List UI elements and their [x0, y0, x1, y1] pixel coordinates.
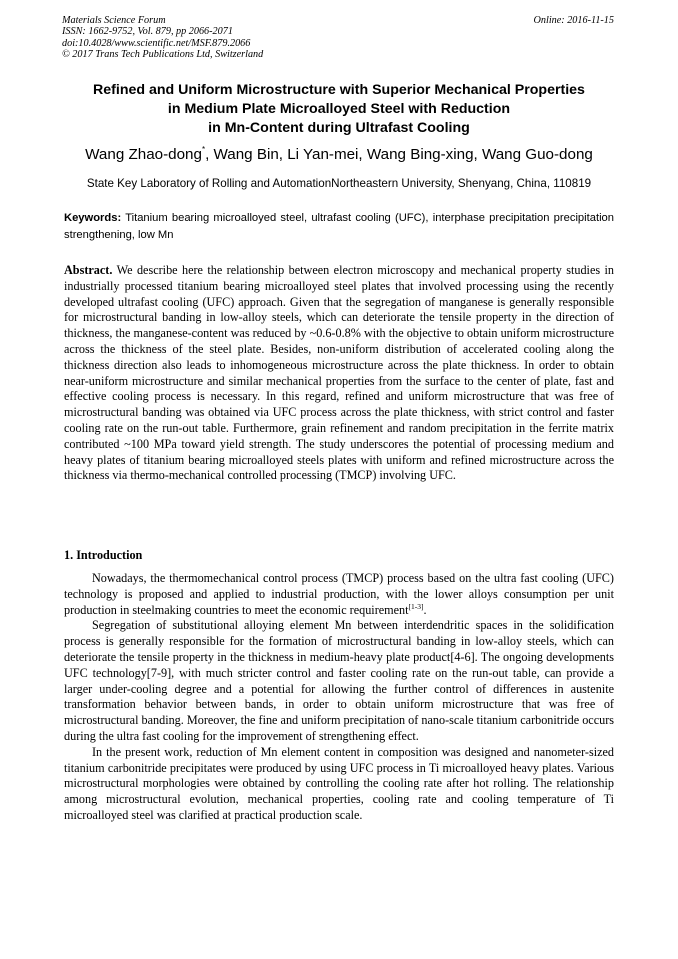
copyright-line: © 2017 Trans Tech Publications Ltd, Switzerland — [62, 49, 264, 61]
intro-p1-text: Nowadays, the thermomechanical control process (TMCP) process based on the ultra fast cooling (UFC) technology is proposed and applied to industrial production, with the lower alloys consumption per unit production in steelmaking countries to meet the economic requirement — [64, 571, 614, 617]
keywords-text: Titanium bearing microalloyed steel, ultrafast cooling (UFC), interphase precipitation precipitation strengthening, low Mn — [64, 212, 614, 241]
author-list — [30, 145, 648, 165]
title-line-1: Refined and Uniform Microstructure with Superior Mechanical Properties — [93, 82, 585, 98]
abstract-block — [64, 263, 614, 484]
section-heading-introduction: 1. Introduction — [64, 548, 143, 562]
corresponding-author: Wang Zhao-dong — [85, 146, 202, 163]
title-line-2: in Medium Plate Microalloyed Steel with Reduction — [167, 101, 511, 117]
citation-ref: [1-3] — [408, 601, 424, 611]
intro-paragraph-1 — [64, 571, 614, 618]
keywords-label: Keywords: — [64, 212, 122, 224]
abstract-label: Abstract. — [64, 263, 113, 277]
keywords-block — [64, 210, 614, 244]
title-line-3: in Mn-Content during Ultrafast Cooling — [208, 120, 470, 136]
doi-line: doi:10.4028/www.scientific.net/MSF.879.2066 — [62, 37, 251, 49]
intro-paragraph-2: Segregation of substitutional alloying element Mn between interdendritic spaces in the solidification process is generally responsible for the formation of microstructural banding in low-alloy steels, which can deteriorate the tensile property in the thickness in medium-heavy plate product[4-6]. The ongoing developments UFC technology[7-9], with much stricter control and faster cooling rate on the run-out table, can provide a larger under-cooling degree and a potential for allowing the further control of differences in austenite transformation behavior between bands, in order to obtain uniform microstructure that was free of microstructural banding. Moreover, the fine and uniform precipitation of nano-scale titanium carbonitride occurs during the ultra fast cooling for the improvement of strengthening effect. — [64, 618, 614, 743]
journal-name: Materials Science Forum — [62, 15, 166, 26]
other-authors: , Wang Bin, Li Yan-mei, Wang Bing-xing, Wang Guo-dong — [205, 146, 593, 163]
issn-line: ISSN: 1662-9752, Vol. 879, pp 2066-2071 — [62, 26, 233, 38]
online-date: Online: 2016-11-15 — [533, 15, 614, 26]
introduction-body — [64, 571, 614, 824]
abstract-text: We describe here the relationship between electron microscopy and mechanical property studies in industrially processed titanium bearing microalloyed steel plates that involved processing using the recently developed ultrafast cooling (UFC) approach. Given that the segregation of manganese is generally responsible for microstructural banding in low-alloy steels, which can deteriorate the tensile property in the direction of thickness, the manganese-content was reduced by ~0.6-0.8% with the objective to obtain uniform microstructure across the thickness of the steel plate. Besides, non-uniform distribution of accelerated cooling along the thickness direction also leads to inhomogeneous microstructure across the plate thickness. In order to obtain near-uniform microstructure and similar mechanical properties from the surface to the center of plate, fast and effective cooling process is necessary. In this regard, refined and uniform microstructure that was free of microstructural banding was obtained via UFC process across the plate thickness, with strict control and faster cooling rate on the run-out table. Furthermore, grain refinement and random precipitation in the ferrite matrix contributed ~100 MPa toward yield strength. The study underscores the potential of processing medium and heavy plates of titanium bearing microalloyed steels plates with uniform and refined microstructure across the thickness via thermo-mechanical controlled processing (TMCP) involving UFC. — [64, 263, 614, 483]
corresponding-mark: * — [201, 145, 206, 154]
intro-p1-end: . — [423, 602, 427, 617]
journal-header — [62, 15, 263, 61]
intro-paragraph-3: In the present work, reduction of Mn element content in composition was designed and nanometer-sized titanium carbonitride precipitates were produced by using UFC process in Ti microalloyed heavy plates. Various microstructural morphologies were obtained by controlling the cooling rate after hot rolling. The relationship among microstructural evolution, mechanical properties, cooling rate and cooling temperature of Ti microalloyed steel was clarified at practical production scale. — [64, 744, 614, 822]
affiliation: State Key Laboratory of Rolling and AutomationNortheastern University, Shenyang, China, 110819 — [86, 177, 592, 190]
paper-title — [40, 81, 638, 138]
